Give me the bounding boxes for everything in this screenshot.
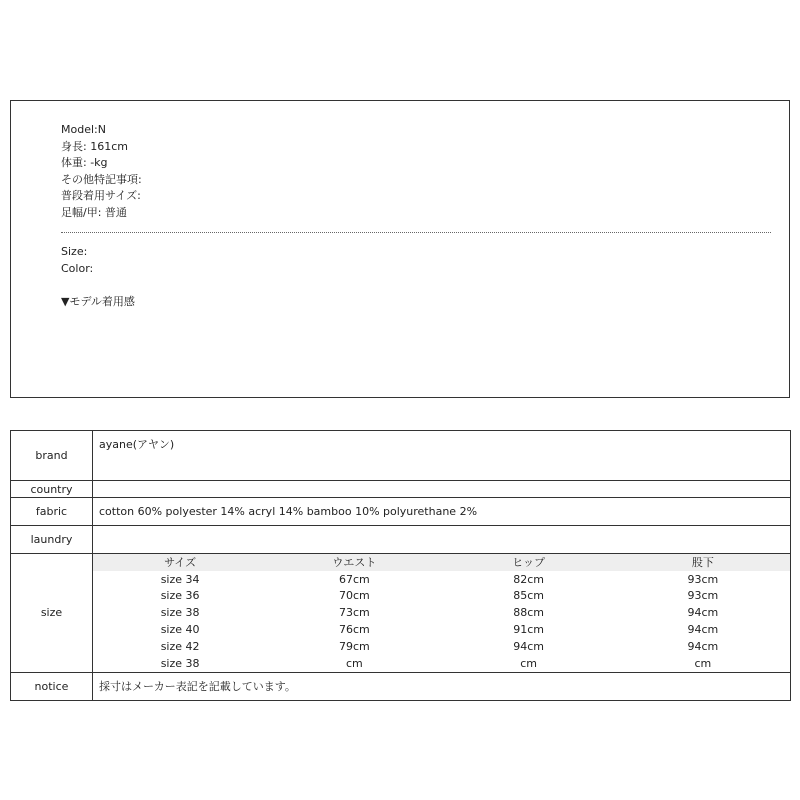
laundry-value [93,526,791,554]
model-weight: 体重: -kg [61,156,108,169]
laundry-label: laundry [11,526,93,554]
waist-cell: 76cm [338,623,370,637]
fabric-label: fabric [11,498,93,526]
model-notes: その他特記事項: [61,172,142,186]
country-value [93,481,791,498]
fabric-value: cotton 60% polyester 14% acryl 14% bamboo 10% polyurethane 2% [93,498,791,526]
size-chart-row [93,588,790,605]
spec-row-fabric [11,498,791,526]
model-details [61,122,142,221]
hip-cell: 94cm [513,639,544,653]
size-chart-row [93,604,790,621]
worn-size-label: Size: [61,245,88,258]
notice-label: notice [11,672,93,700]
header-hip: ヒップ [512,556,545,570]
waist-cell: 67cm [338,572,370,586]
waist-cell: cm [345,656,363,670]
header-size: サイズ [164,556,197,570]
worn-size-color [61,244,93,277]
size-chart-cell [93,554,791,673]
spec-row-size [11,554,791,673]
notice-value: 採寸はメーカー表記を記載しています。 [93,672,791,700]
size-chart-row [93,638,790,655]
hip-cell: 82cm [513,572,544,586]
spec-row-notice [11,672,791,700]
spec-table [10,430,791,701]
dotted-divider [61,232,771,233]
country-label: country [11,481,93,498]
model-name: Model:N [61,123,106,136]
model-usual-size: 普段着用サイズ: [61,189,141,202]
brand-label: brand [11,431,93,481]
hip-cell: cm [520,656,537,670]
size-chart-row [93,655,790,672]
spec-row-brand [11,431,791,481]
waist-cell: 73cm [338,606,370,620]
inseam-cell: cm [694,656,712,670]
hip-cell: 88cm [513,606,544,620]
brand-value: ayane(アヤン) [93,431,791,481]
size-cell: size 38 [160,656,200,670]
inseam-cell: 93cm [687,572,719,586]
model-foot-width: 足幅/甲: 普通 [61,205,127,219]
size-cell: size 36 [160,589,200,603]
size-cell: size 42 [160,639,200,653]
size-label: size [11,554,93,673]
hip-cell: 91cm [513,623,544,637]
spec-row-laundry [11,526,791,554]
waist-cell: 79cm [338,639,370,653]
header-inseam: 股下 [691,556,714,570]
header-waist: ウエスト [332,556,377,570]
model-info-box [10,100,790,398]
size-chart-header [93,554,790,571]
size-cell: size 40 [160,623,200,637]
hip-cell: 85cm [513,589,544,603]
size-cell: size 38 [160,606,200,620]
size-chart-row [93,621,790,638]
waist-cell: 70cm [338,589,370,603]
model-height: 身長: 161cm [61,139,128,153]
size-cell: size 34 [160,572,200,586]
inseam-cell: 94cm [687,606,719,620]
model-fit-heading: ▼モデル着用感 [61,295,135,308]
inseam-cell: 93cm [687,589,719,603]
inseam-cell: 94cm [687,623,719,637]
inseam-cell: 94cm [687,639,719,653]
size-chart [93,554,790,672]
size-chart-row [93,571,790,588]
worn-color-label: Color: [61,261,94,275]
spec-row-country [11,481,791,498]
